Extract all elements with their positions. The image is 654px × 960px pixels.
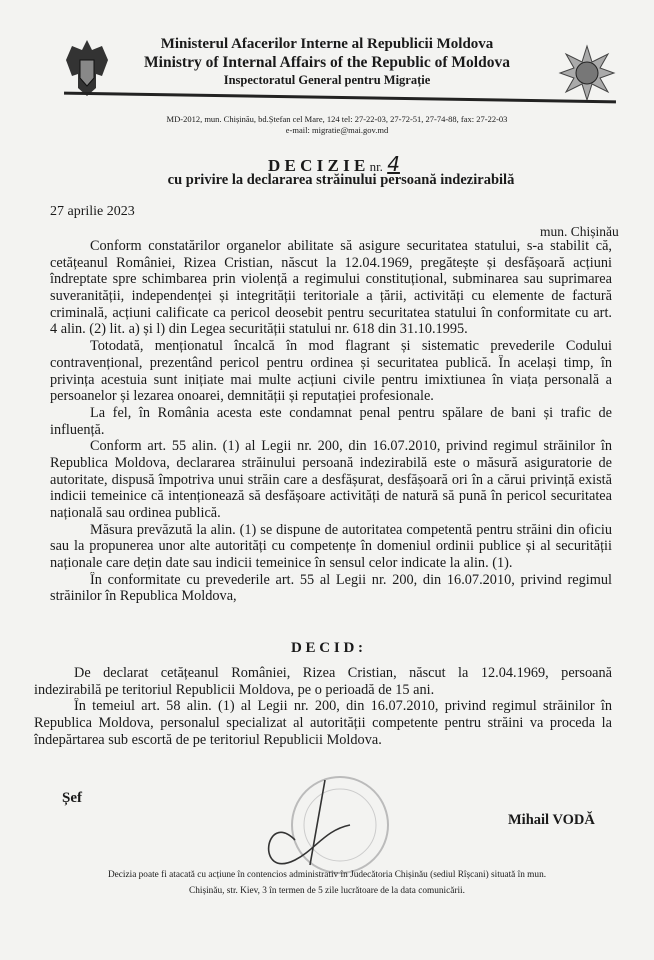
body-line: persoanelor și lezarea onoarei, demnității și reputației profesionale. bbox=[50, 388, 434, 405]
document-place: mun. Chișinău bbox=[540, 224, 619, 239]
body-line: contravențional, prezentând pericol pentru ordinea și securitatea publică. În același timp, în bbox=[50, 354, 612, 371]
body-line: naționale care dețin date sau indicii temeinice în sensul celor indicate la alin. (1). bbox=[50, 555, 513, 572]
header-ministry-ro: Ministerul Afacerilor Interne al Republicii Moldova bbox=[160, 36, 494, 52]
decision-line: Republica Moldova, personalul specializat al autorității competente pentru străini va proceda la bbox=[34, 715, 612, 732]
document-date: 27 aprilie 2023 bbox=[50, 204, 135, 219]
decision-line: De declarat cetățeanul României, Rizea Cristian, născut la 12.04.1969, persoană bbox=[74, 665, 612, 681]
body-line: Totodată, menționatul încalcă în mod flagrant și sistematic prevederile Codului bbox=[90, 338, 612, 355]
body-line: Conform constatărilor organelor abilitate să asigure securitatea statului, s-a stabilit că, bbox=[90, 238, 612, 254]
body-line: privința acestuia sunt inițiate mai multe acțiuni civile pentru imixtiunea în viața personală a bbox=[50, 371, 612, 388]
body-line: străinilor în Republica Moldova, bbox=[50, 588, 237, 605]
header-address: MD-2012, mun. Chișinău, bd.Ștefan cel Mare, 124 tel: 27-22-03, 27-72-51, 27-74-88, fax: 27-22-03 bbox=[166, 114, 508, 124]
document-subtitle: cu privire la declararea străinului persoană indezirabilă bbox=[167, 172, 515, 188]
body-line: În conformitate cu prevederile art. 55 al Legii nr. 200, din 16.07.2010, privind regimul bbox=[90, 571, 612, 588]
decision-line: îndepărtarea sub escortă de pe teritoriul Republicii Moldova. bbox=[34, 731, 382, 748]
title-word: D E C I Z I E bbox=[268, 156, 366, 175]
body-line: autoritate, dispusă împotriva unui străin care a desfășurat, desfășoară ori în a cărui privință există bbox=[50, 471, 612, 488]
body-line: suveranității, independenței și integrității teritoriale a țării, activități cu elemente de factură bbox=[50, 288, 612, 305]
document-body bbox=[50, 238, 612, 605]
body-line: criminală, acțiuni calificate ca pericol deosebit pentru securitatea statului în conformitate cu art. bbox=[50, 304, 612, 321]
decision-line: indezirabilă pe teritoriul Republicii Moldova, pe o perioadă de 15 ani. bbox=[34, 681, 435, 698]
body-line: Conform art. 55 alin. (1) al Legii nr. 200, din 16.07.2010, privind regimul străinilor în bbox=[90, 438, 612, 455]
signatory-name: Mihail VODĂ bbox=[508, 812, 595, 828]
signature-role: Șef bbox=[62, 790, 82, 806]
body-line: influență. bbox=[50, 421, 105, 438]
body-line: Măsura prevăzută la alin. (1) se dispune de autoritatea competentă pentru străini din oficiu bbox=[90, 521, 612, 538]
body-line: 4 alin. (2) lit. a) și l) din Legea securității statului nr. 618 din 31.10.1995. bbox=[50, 321, 468, 338]
title-nr-label: nr. bbox=[369, 159, 383, 174]
body-line: indicii temeinice că intenționează să desfășoare activități de natură să pună în pericol securitatea bbox=[50, 488, 612, 505]
footer-line: Chișinău, str. Kiev, 3 în termen de 5 zile lucrătoare de la data comunicării. bbox=[189, 886, 465, 896]
body-line: Republica Moldova, declararea străinului persoană indezirabilă este o măsură asiguratorie de bbox=[50, 454, 612, 471]
title-nr-value: 4 bbox=[387, 152, 400, 176]
footer-line: Decizia poate fi atacată cu acțiune în contencios administrativ în Judecătoria Chișinău (sediul Rîșcani) situată în mun. bbox=[107, 870, 547, 880]
decid-heading: D E C I D : bbox=[290, 640, 364, 656]
decision-line: În temeiul art. 58 alin. (1) al Legii nr. 200, din 16.07.2010, privind regimul străinilor în bbox=[74, 698, 612, 715]
stamp-and-signature bbox=[255, 770, 405, 880]
header-ministry-en: Ministry of Internal Affairs of the Republic of Moldova bbox=[144, 54, 510, 71]
body-line: îndreptate spre schimbarea prin violență a regimului constituțional, subminarea sau suprimarea bbox=[50, 271, 612, 288]
body-line: sau la propunerea unor alte autorități cu competențe în domeniul ordinii publice și al securității bbox=[50, 538, 612, 555]
header-inspectorate: Inspectoratul General pentru Migrație bbox=[223, 73, 431, 87]
body-line: cetățeanul României, Rizea Cristian, născut la 12.04.1969, pregătește și desfășoară acțiuni bbox=[50, 254, 612, 271]
header-rule bbox=[64, 92, 616, 104]
body-line: națională sau ordinea publică. bbox=[50, 505, 221, 521]
header-email: e-mail: migratie@mai.gov.md bbox=[285, 125, 389, 135]
body-line: La fel, în România acesta este condamnat penal pentru spălare de bani și trafic de bbox=[90, 404, 612, 421]
decision-body bbox=[34, 665, 612, 748]
